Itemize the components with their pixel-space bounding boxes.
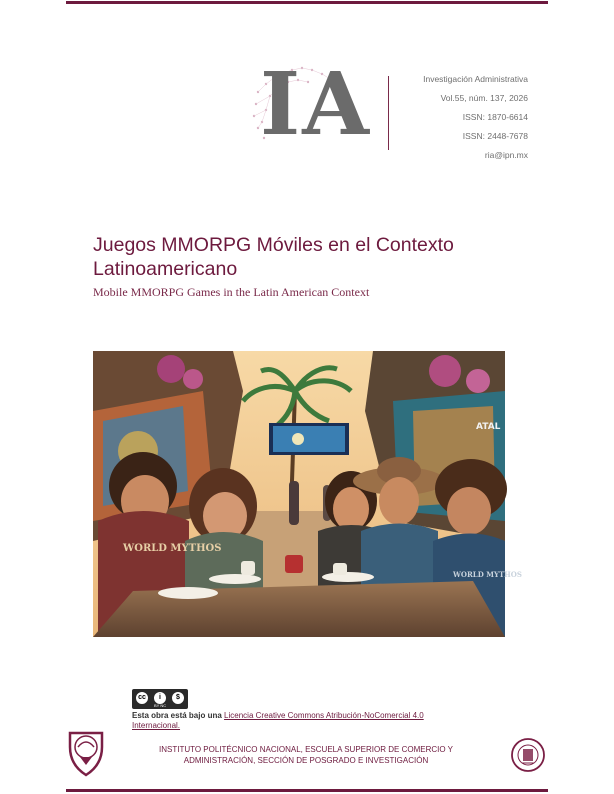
cc-badge-label: BY NC (154, 703, 167, 708)
journal-name: Investigación Administrativa (423, 74, 528, 84)
license-link[interactable]: Licencia Creative Commons Atribución-NoComercial 4.0 Internacional. (132, 711, 424, 730)
journal-volume: Vol.55, núm. 137, 2026 (440, 93, 528, 103)
bottom-rule (66, 789, 548, 792)
license-prefix: Esta obra está bajo una (132, 711, 222, 720)
escuela-seal-icon (66, 727, 106, 777)
cc-by-icon: i (153, 691, 167, 705)
institution-name (120, 744, 492, 766)
shirt-text-left: WORLD MYTHOS (123, 543, 222, 554)
journal-issn-print: ISSN: 1870-6614 (462, 112, 528, 122)
institution-line-1: INSTITUTO POLITÉCNICO NACIONAL, ESCUELA SUPERIOR DE COMERCIO Y (159, 745, 453, 754)
ipn-seal-icon (510, 735, 546, 775)
cc-icon: cc (135, 691, 149, 705)
license-statement (132, 711, 472, 731)
top-rule (66, 1, 548, 4)
journal-logo (248, 52, 394, 158)
article-title: Juegos MMORPG Móviles en el Contexto Latinoamericano (93, 234, 454, 280)
shirt-text-right: WORLD MYTHOS (453, 570, 522, 579)
journal-email[interactable]: ria@ipn.mx (484, 150, 528, 160)
mural-text: ATAL (476, 422, 501, 432)
cc-nc-icon: $ (171, 691, 185, 705)
article-subtitle: Mobile MMORPG Games in the Latin American Context (93, 285, 370, 299)
cc-license-badge[interactable] (132, 689, 188, 709)
logo-divider (388, 76, 389, 150)
journal-meta (423, 70, 528, 165)
institution-line-2: ADMINISTRACIÓN, SECCIÓN DE POSGRADO E INVESTIGACIÓN (183, 756, 429, 765)
cover-image (93, 351, 522, 637)
logo-text: IA (260, 54, 371, 155)
journal-issn-online: ISSN: 2448-7678 (462, 131, 528, 141)
